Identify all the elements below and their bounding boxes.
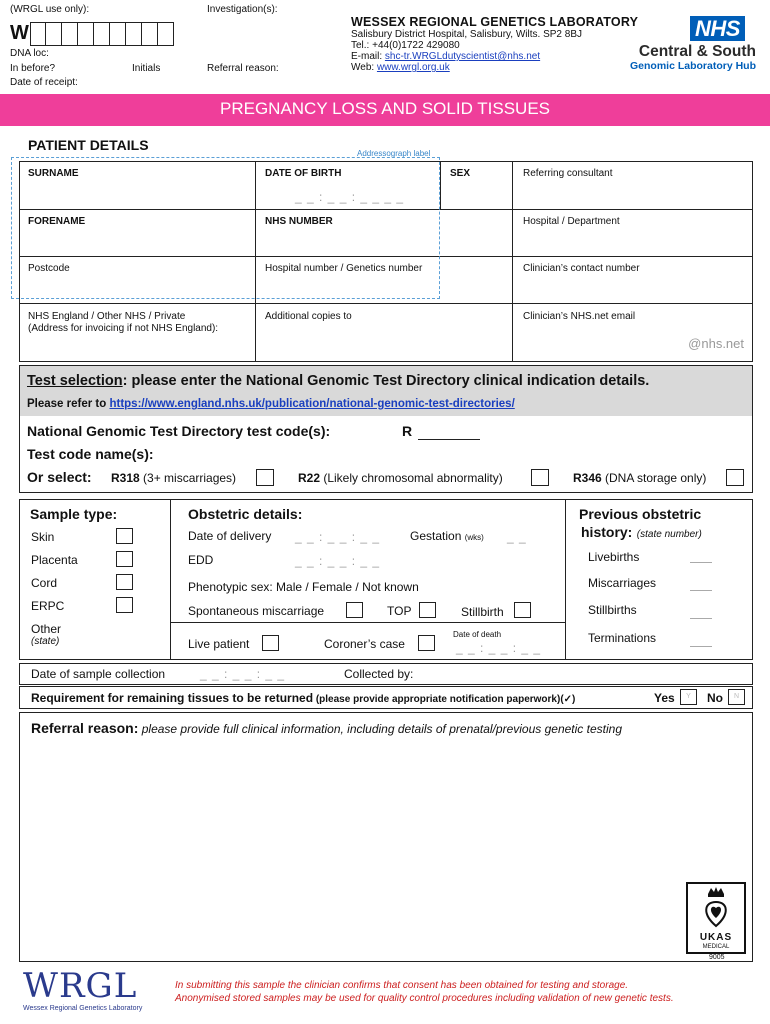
surname-label: SURNAME (28, 168, 79, 179)
gestation-text: Gestation (410, 529, 462, 543)
collection-row (19, 663, 753, 685)
yes-label: Yes (654, 691, 675, 705)
ukas-number: 9005 (709, 954, 725, 961)
delivery-date-input[interactable]: _ _ : _ _ : _ _ (295, 530, 381, 544)
referral-reason-note: please provide full clinical information, including details of prenatal/previous genetic testing (138, 722, 622, 736)
clinical-details-panel (19, 499, 753, 660)
lab-web-line (351, 62, 671, 73)
previous-history-subheading (581, 524, 702, 542)
investigations-label: Investigation(s): (207, 4, 278, 15)
patient-details-heading: PATIENT DETAILS (28, 137, 149, 153)
sample-other-note: (state) (31, 636, 60, 647)
terminations-label: Terminations (588, 631, 657, 645)
funding-label: NHS England / Other NHS / Private (28, 311, 186, 322)
addressograph-area[interactable] (11, 157, 440, 299)
lab-number-box[interactable] (158, 22, 174, 46)
sample-skin-checkbox[interactable] (116, 528, 133, 544)
r346-option (573, 471, 706, 485)
collected-by-label: Collected by: (344, 667, 414, 681)
postcode-label: Postcode (28, 263, 70, 274)
or-select-label: Or select: (27, 469, 92, 485)
lab-number-box[interactable] (142, 22, 158, 46)
ukas-crown-icon (688, 884, 744, 932)
test-selection-rest: : please enter the National Genomic Test Directory clinical indication details. (122, 373, 650, 389)
tissues-return-line (31, 691, 575, 705)
lab-number-box[interactable] (46, 22, 62, 46)
forename-label: FORENAME (28, 216, 86, 227)
referral-reason-line (31, 720, 622, 738)
livebirths-label: Livebirths (588, 550, 640, 564)
live-patient-checkbox[interactable] (262, 635, 279, 651)
spontaneous-miscarriage-label: Spontaneous miscarriage (188, 604, 325, 618)
lab-number-box[interactable] (110, 22, 126, 46)
r346-text: (DNA storage only) (601, 471, 707, 485)
sample-skin-label: Skin (31, 530, 55, 544)
sample-erpc-label: ERPC (31, 599, 65, 613)
edd-input[interactable]: _ _ : _ _ : _ _ (295, 554, 381, 568)
test-directory-link[interactable]: https://www.england.nhs.uk/publication/national-genomic-test-directories/ (109, 398, 515, 410)
collection-date-input[interactable]: _ _ : _ _ : _ _ (200, 667, 286, 681)
r22-text: (Likely chromosomal abnormality) (320, 471, 503, 485)
nhs-net-suffix: @nhs.net (688, 336, 744, 351)
lab-number-box[interactable] (78, 22, 94, 46)
sample-placenta-label: Placenta (31, 553, 78, 567)
lab-number-box[interactable] (62, 22, 78, 46)
date-of-receipt-label: Date of receipt: (10, 77, 78, 88)
nhs-logo (690, 16, 745, 42)
referring-consultant-label: Referring consultant (523, 168, 613, 179)
gestation-label (410, 529, 484, 543)
wrgl-logo-sub: Wessex Regional Genetics Laboratory (23, 1005, 143, 1012)
in-before-label: In before? (10, 63, 56, 74)
test-selection-underlined: Test selection (27, 373, 123, 389)
top-checkbox[interactable] (419, 602, 436, 618)
sample-placenta-checkbox[interactable] (116, 551, 133, 567)
r346-checkbox[interactable] (726, 469, 744, 486)
lab-number-box[interactable] (94, 22, 110, 46)
lab-number-box[interactable] (30, 22, 46, 46)
stillbirth-checkbox[interactable] (514, 602, 531, 618)
r318-option (111, 471, 236, 485)
live-patient-label: Live patient (188, 637, 250, 651)
previous-history-note: (state number) (636, 529, 702, 540)
clinician-contact-label: Clinician’s contact number (523, 263, 640, 274)
test-code-label: National Genomic Test Directory test code(s): (27, 423, 331, 439)
date-of-death-label: Date of death (453, 630, 502, 639)
test-selection-heading (27, 373, 649, 389)
tissues-return-row (19, 686, 753, 709)
ukas-badge (686, 882, 746, 954)
sample-erpc-checkbox[interactable] (116, 597, 133, 613)
footer-line-2: Anonymised stored samples may be used for quality control procedures including validation of new genetic tests. (175, 993, 674, 1004)
form-title: PREGNANCY LOSS AND SOLID TISSUES (219, 99, 551, 118)
w-letter: W (10, 22, 29, 44)
test-code-input[interactable] (418, 439, 480, 440)
lab-email-line (351, 51, 671, 62)
coroners-case-label: Coroner’s case (324, 637, 405, 651)
footer-line-1: In submitting this sample the clinician confirms that consent has been obtained for testing and storage. (175, 980, 629, 991)
r22-checkbox[interactable] (531, 469, 549, 486)
test-selection-panel (19, 365, 753, 493)
lab-tel: Tel.: +44(0)1722 429080 (351, 40, 460, 51)
lab-address: Salisbury District Hospital, Salisbury, Wilts. SP2 8BJ (351, 29, 582, 40)
wrgl-logo-text: WRGL (23, 966, 138, 1006)
sample-other-label: Other (31, 622, 62, 636)
wrgl-use-label: (WRGL use only): (10, 4, 90, 15)
previous-history-heading: Previous obstetric (579, 506, 702, 522)
test-code-prefix: R (402, 423, 413, 439)
yes-checkbox[interactable]: Y (680, 689, 697, 705)
hospital-number-label: Hospital number / Genetics number (265, 263, 423, 274)
footer-disclaimer (175, 979, 674, 1005)
stillbirth-label: Stillbirth (461, 605, 504, 619)
sex-label: SEX (450, 168, 471, 179)
web-prefix: Web: (351, 62, 377, 73)
livebirths-input[interactable] (690, 562, 712, 563)
gestation-unit: (wks) (464, 533, 484, 542)
dna-loc-label: DNA loc: (10, 48, 49, 59)
lab-info (351, 15, 671, 73)
gestation-input[interactable]: _ _ (507, 530, 527, 544)
lab-email-link[interactable]: shc-tr.WRGLdutyscientist@nhs.net (384, 51, 541, 62)
addressograph-label: Addressograph label (357, 149, 431, 158)
sample-cord-checkbox[interactable] (116, 574, 133, 590)
referral-reason-header-label: Referral reason: (207, 63, 279, 74)
tissues-return-note: (please provide appropriate notification paperwork)(✓) (313, 694, 576, 705)
refer-line (27, 398, 515, 410)
stillbirths-input[interactable] (690, 618, 712, 619)
wrgl-logo (23, 968, 142, 1012)
r318-code: R318 (111, 471, 140, 485)
dob-input[interactable]: _ _ : _ _ : _ _ _ _ (295, 190, 405, 204)
referral-reason-heading: Referral reason: (31, 720, 139, 736)
r22-code: R22 (298, 471, 321, 485)
date-of-death-input[interactable]: _ _ : _ _ : _ _ (456, 641, 542, 655)
refer-prefix: Please refer to (27, 398, 110, 410)
nhs-hub: Genomic Laboratory Hub (629, 60, 756, 72)
r22-option (298, 471, 503, 485)
additional-copies-label: Additional copies to (265, 311, 352, 322)
stillbirths-label: Stillbirths (588, 603, 637, 617)
terminations-input[interactable] (690, 646, 712, 647)
nhs-logo-box: NHS (690, 16, 745, 41)
no-checkbox[interactable]: N (728, 689, 745, 705)
obstetric-heading: Obstetric details: (188, 506, 303, 522)
r318-text: (3+ miscarriages) (139, 471, 237, 485)
lab-title: WESSEX REGIONAL GENETICS LABORATORY (351, 15, 639, 29)
nhs-region: Central & South (638, 43, 756, 60)
no-label: No (707, 691, 723, 705)
test-name-label: Test code name(s): (27, 446, 154, 462)
nhs-number-label: NHS NUMBER (265, 216, 333, 227)
tissues-return-label: Requirement for remaining tissues to be returned (31, 691, 314, 705)
previous-history-label: history: (581, 524, 633, 540)
lab-number-boxes[interactable] (30, 22, 174, 46)
coroners-case-checkbox[interactable] (418, 635, 435, 651)
clinician-email-label: Clinician’s NHS.net email (523, 311, 636, 322)
lab-number-box[interactable] (126, 22, 142, 46)
phenotypic-sex-label: Phenotypic sex: Male / Female / Not known (188, 580, 419, 594)
funding-note: (Address for invoicing if not NHS England): (28, 323, 219, 334)
ukas-label: UKAS (699, 932, 733, 943)
top-label: TOP (387, 604, 412, 618)
lab-web-link[interactable]: www.wrgl.org.uk (376, 62, 450, 73)
collection-date-label: Date of sample collection (31, 667, 166, 681)
referral-reason-panel[interactable] (19, 712, 753, 962)
delivery-date-label: Date of delivery (188, 529, 272, 543)
r318-checkbox[interactable] (256, 469, 274, 486)
form-title-bar (0, 94, 770, 126)
sample-cord-label: Cord (31, 576, 58, 590)
hospital-department-label: Hospital / Department (523, 216, 620, 227)
initials-label: Initials (132, 63, 161, 74)
miscarriages-input[interactable] (690, 590, 712, 591)
spontaneous-miscarriage-checkbox[interactable] (346, 602, 363, 618)
email-prefix: E-mail: (351, 51, 385, 62)
miscarriages-label: Miscarriages (588, 576, 657, 590)
edd-label: EDD (188, 553, 214, 567)
ukas-sub: MEDICAL (702, 944, 730, 950)
dob-label: DATE OF BIRTH (265, 168, 342, 179)
nhs-region-block (630, 43, 756, 72)
sample-type-heading: Sample type: (30, 506, 118, 522)
r346-code: R346 (573, 471, 602, 485)
